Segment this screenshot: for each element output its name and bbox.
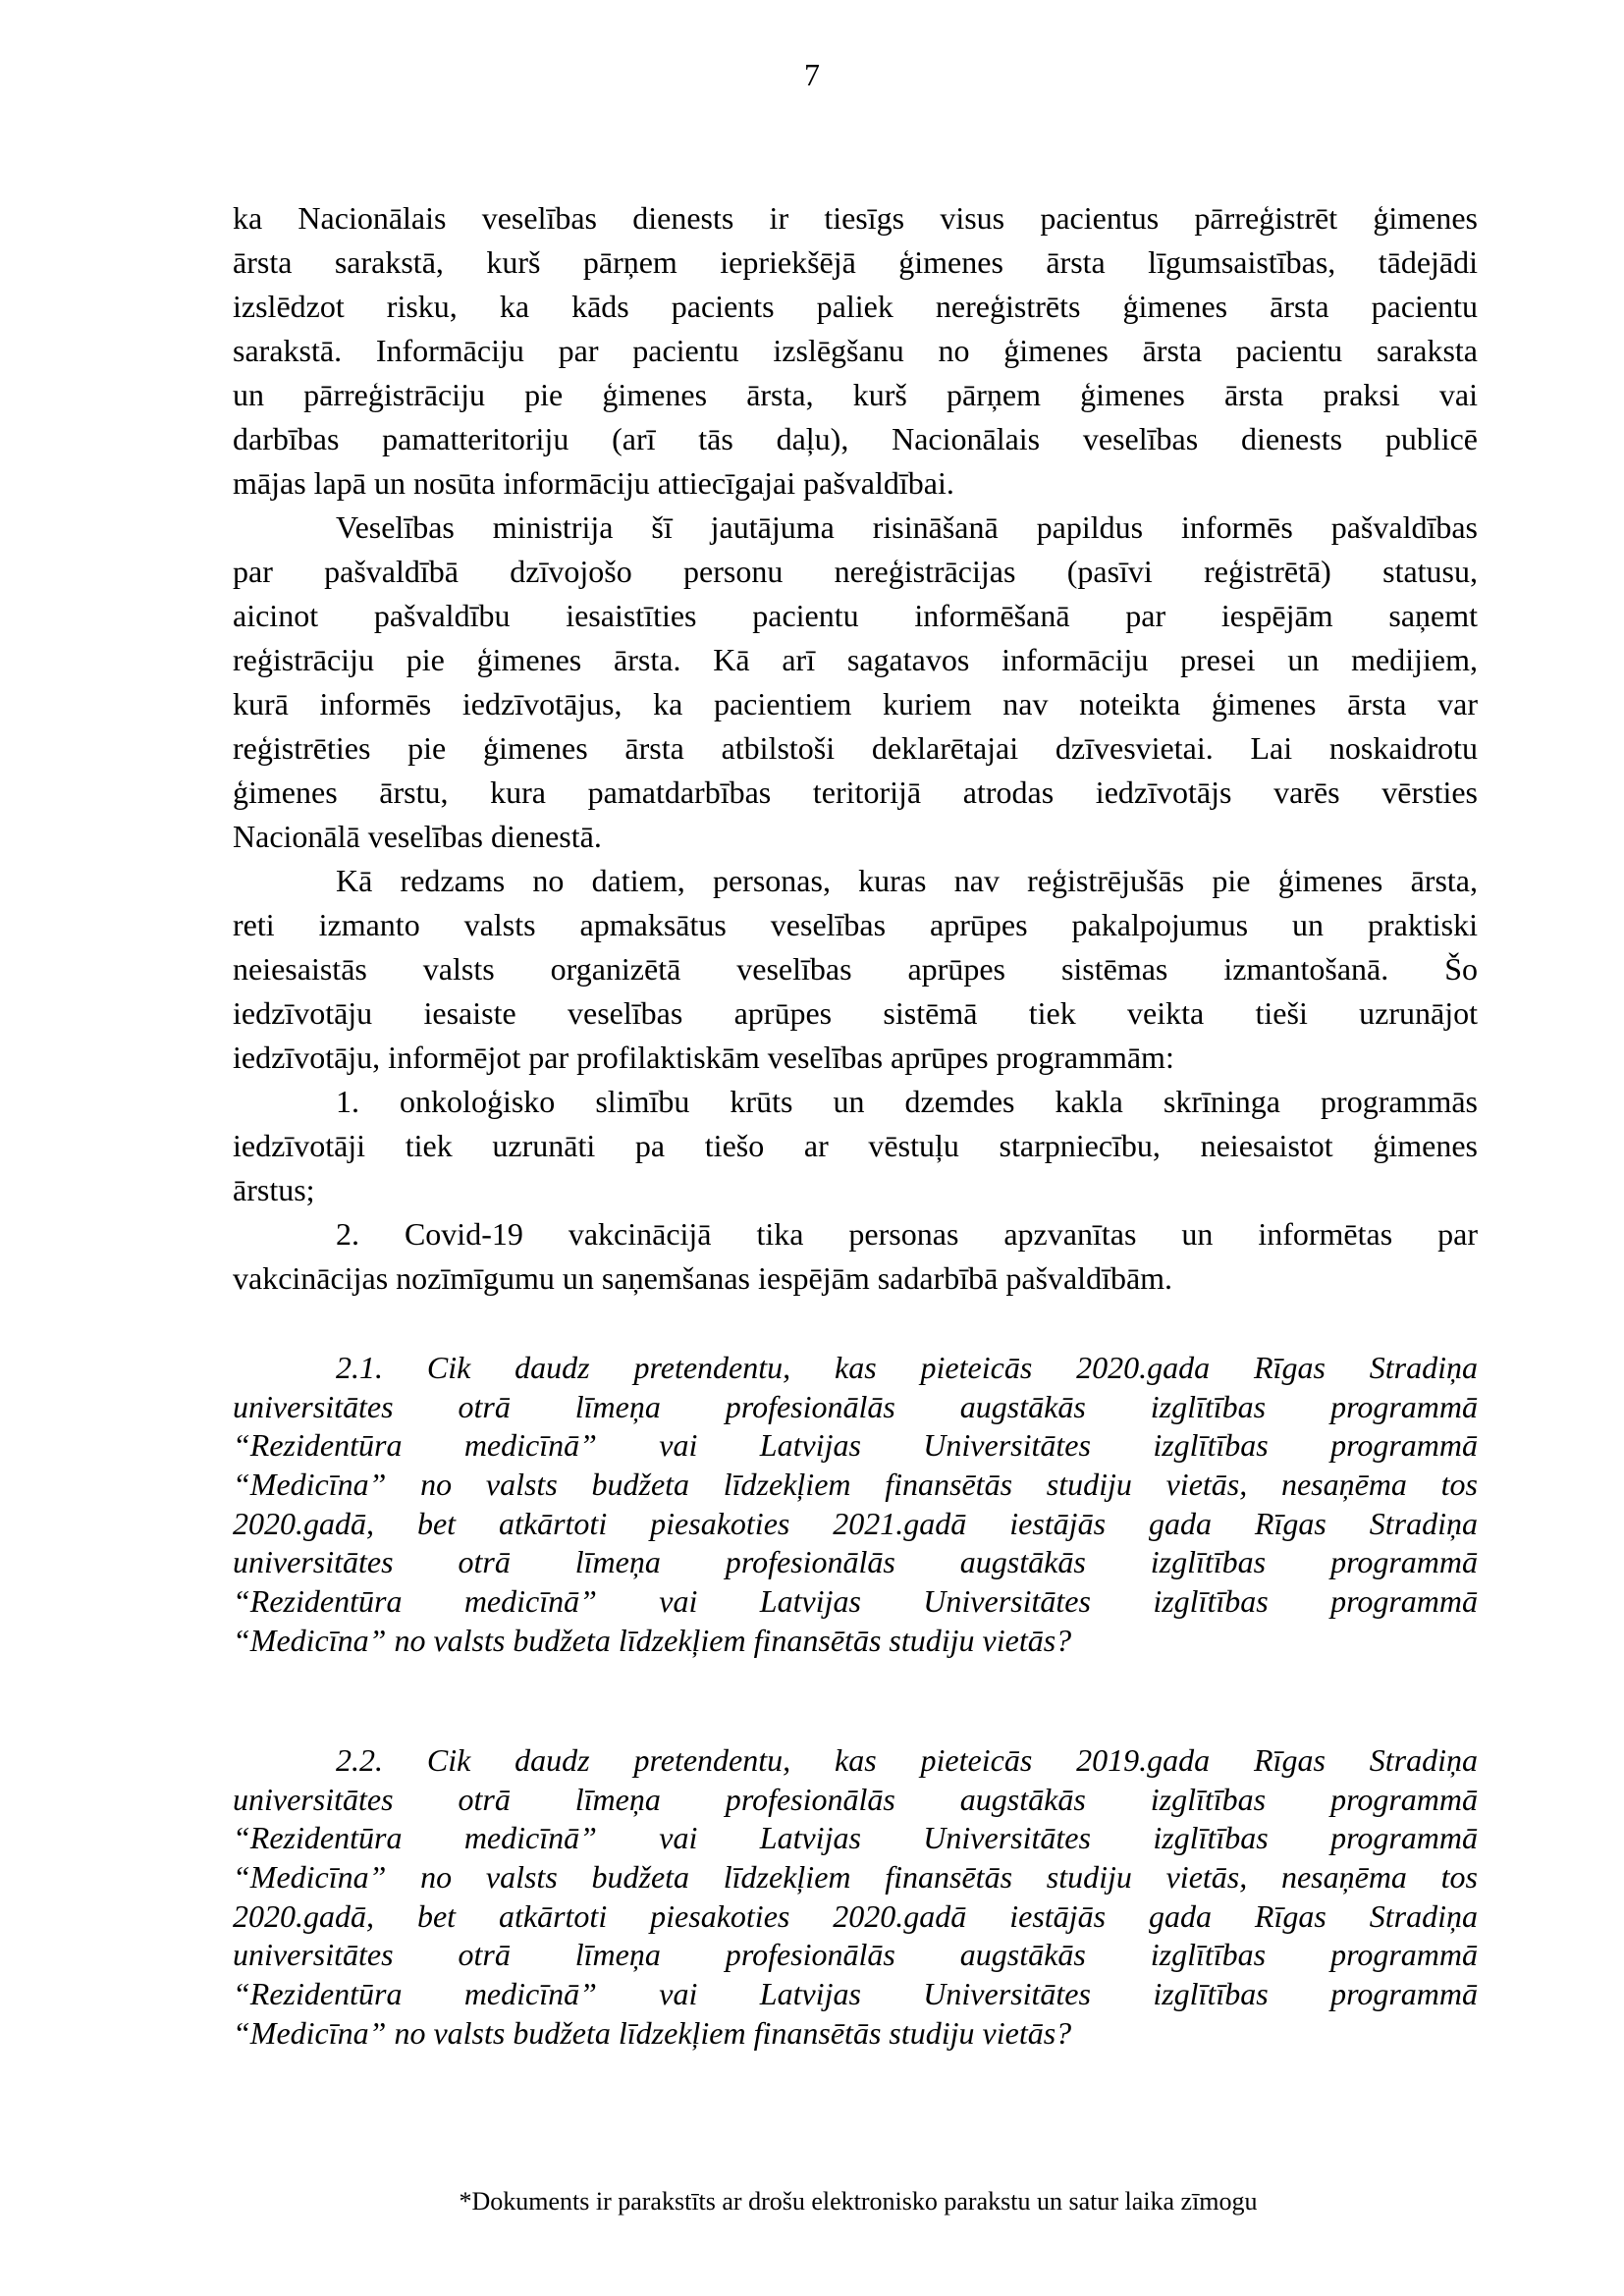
page-number: 7 <box>804 57 820 92</box>
question-line: universitātes otrā līmeņa profesionālās augstākās izglītības programmā <box>233 1388 1478 1424</box>
paragraph-line: par pašvaldībā dzīvojošo personu nereģistrācijas (pasīvi reģistrētā) statusu, <box>233 554 1478 589</box>
paragraph-line: izslēdzot risku, ka kāds pacients paliek nereģistrēts ģimenes ārsta pacientu <box>233 289 1478 324</box>
question-2-2 <box>233 1741 1478 2054</box>
question-line: “Medicīna” no valsts budžeta līdzekļiem finansētās studiju vietās, nesaņēma tos <box>233 1467 1478 1503</box>
signature-footnote: *Dokuments ir parakstīts ar drošu elektronisko parakstu un satur laika zīmogu <box>459 2187 1258 2216</box>
paragraph-line: vakcinācijas nozīmīgumu un saņemšanas iespējām sadarbībā pašvaldībām. <box>233 1260 1173 1296</box>
question-line: universitātes otrā līmeņa profesionālās augstākās izglītības programmā <box>233 1937 1478 1973</box>
question-line: 2020.gadā, bet atkārtoti piesakoties 2020.gadā iestājās gada Rīgas Stradiņa <box>233 1897 1478 1934</box>
paragraph-line: 1. onkoloģisko slimību krūts un dzemdes kakla skrīninga programmās <box>336 1084 1478 1119</box>
paragraph-line: reģistrāciju pie ģimenes ārsta. Kā arī sagatavos informāciju presei un medijiem, <box>233 642 1478 677</box>
body-text <box>233 196 1478 1301</box>
question-line: “Medicīna” no valsts budžeta līdzekļiem finansētās studiju vietās, nesaņēma tos <box>233 1859 1478 1896</box>
paragraph-line: ārsta sarakstā, kurš pārņem iepriekšējā ģimenes ārsta līgumsaistības, tādejādi <box>233 244 1478 280</box>
paragraph-line: aicinot pašvaldību iesaistīties pacientu informēšanā par iespējām saņemt <box>233 598 1478 633</box>
paragraph-line: kurā informēs iedzīvotājus, ka pacientiem kuriem nav noteikta ģimenes ārsta var <box>233 686 1478 721</box>
paragraph-line: 2. Covid-19 vakcinācijā tika personas apzvanītas un informētas par <box>336 1216 1478 1252</box>
question-line: 2020.gadā, bet atkārtoti piesakoties 2021.gadā iestājās gada Rīgas Stradiņa <box>233 1505 1478 1541</box>
paragraph-line: mājas lapā un nosūta informāciju attiecīgajai pašvaldībai. <box>233 465 954 501</box>
paragraph-line: iedzīvotāju, informējot par profilaktiskām veselības aprūpes programmām: <box>233 1040 1174 1075</box>
paragraph-line: ģimenes ārstu, kura pamatdarbības teritorijā atrodas iedzīvotājs varēs vērsties <box>233 774 1478 810</box>
question-line: “Rezidentūra medicīnā” vai Latvijas Universitātes izglītības programmā <box>233 1583 1478 1620</box>
paragraph-line: ka Nacionālais veselības dienests ir tiesīgs visus pacientus pārreģistrēt ģimenes <box>233 200 1478 236</box>
question-line: universitātes otrā līmeņa profesionālās augstākās izglītības programmā <box>233 1781 1478 1817</box>
paragraph-line: Kā redzams no datiem, personas, kuras nav reģistrējušās pie ģimenes ārsta, <box>336 863 1478 898</box>
question-line: “Rezidentūra medicīnā” vai Latvijas Universitātes izglītības programmā <box>233 1427 1478 1464</box>
question-line: “Rezidentūra medicīnā” vai Latvijas Universitātes izglītības programmā <box>233 1820 1478 1856</box>
paragraph-line: Nacionālā veselības dienestā. <box>233 819 602 854</box>
paragraph-line: neiesaistās valsts organizētā veselības aprūpes sistēmas izmantošanā. Šo <box>233 951 1478 987</box>
paragraph-line: iedzīvotāju iesaiste veselības aprūpes sistēmā tiek veikta tieši uzrunājot <box>233 995 1478 1031</box>
question-line: 2.2. Cik daudz pretendentu, kas pieteicās 2019.gada Rīgas Stradiņa <box>336 1742 1478 1778</box>
paragraph-line: ārstus; <box>233 1172 315 1207</box>
paragraph-line: reti izmanto valsts apmaksātus veselības aprūpes pakalpojumus un praktiski <box>233 907 1478 942</box>
paragraph-line: darbības pamatteritoriju (arī tās daļu), Nacionālais veselības dienests publicē <box>233 421 1478 456</box>
question-line: “Medicīna” no valsts budžeta līdzekļiem finansētās studiju vietās? <box>233 1622 1072 1658</box>
paragraph-line: sarakstā. Informāciju par pacientu izslēgšanu no ģimenes ārsta pacientu saraksta <box>233 333 1478 368</box>
question-line: “Medicīna” no valsts budžeta līdzekļiem finansētās studiju vietās? <box>233 2014 1072 2051</box>
paragraph-line: reģistrēties pie ģimenes ārsta atbilstoši deklarētajai dzīvesvietai. Lai noskaidrotu <box>233 730 1478 766</box>
paragraph-line: un pārreģistrāciju pie ģimenes ārsta, kurš pārņem ģimenes ārsta praksi vai <box>233 377 1478 412</box>
paragraph-line: iedzīvotāji tiek uzrunāti pa tiešo ar vēstuļu starpniecību, neiesaistot ģimenes <box>233 1128 1478 1163</box>
question-line: universitātes otrā līmeņa profesionālās augstākās izglītības programmā <box>233 1544 1478 1580</box>
question-line: 2.1. Cik daudz pretendentu, kas pieteicās 2020.gada Rīgas Stradiņa <box>336 1350 1478 1385</box>
question-line: “Rezidentūra medicīnā” vai Latvijas Universitātes izglītības programmā <box>233 1976 1478 2012</box>
question-2-1 <box>233 1349 1478 1661</box>
paragraph-line: Veselības ministrija šī jautājuma risināšanā papildus informēs pašvaldības <box>336 509 1478 545</box>
